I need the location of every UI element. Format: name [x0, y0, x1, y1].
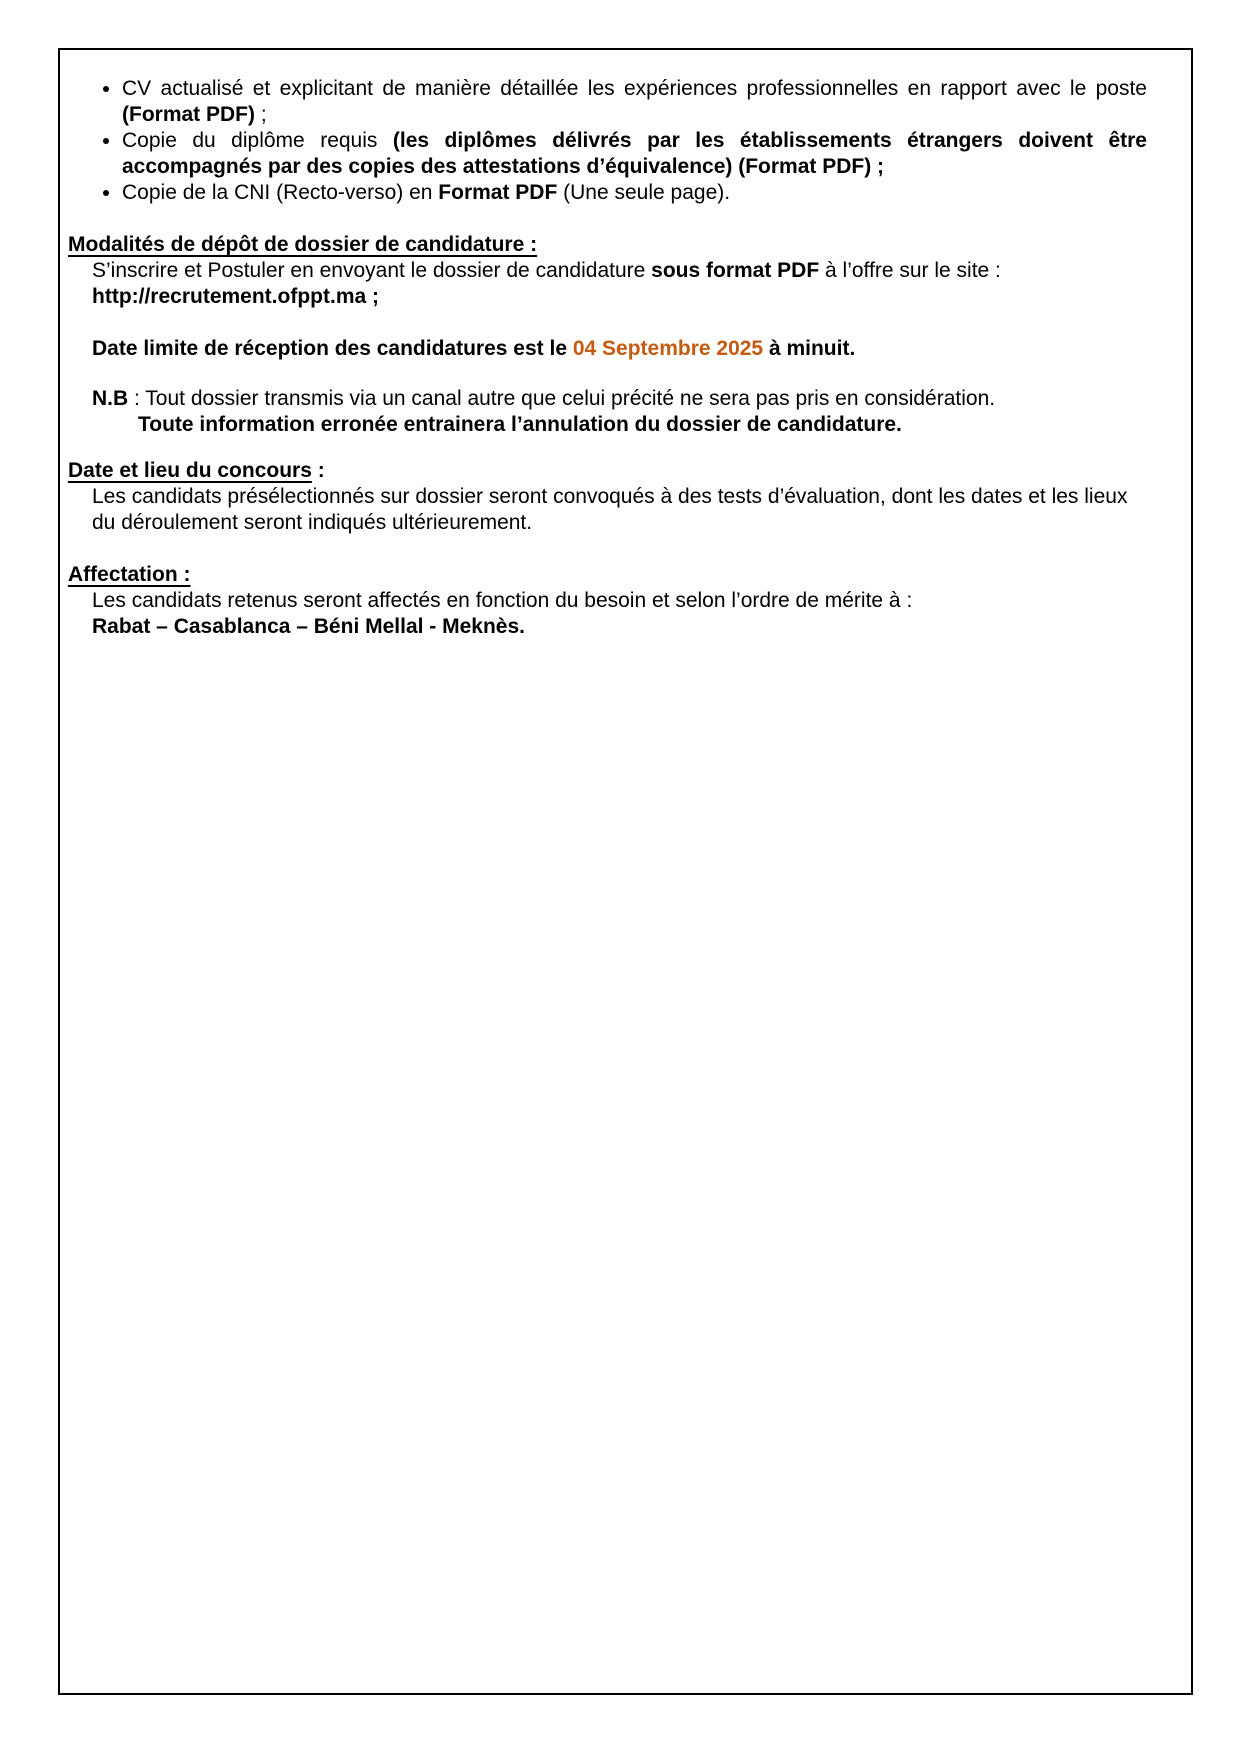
nota-bene-text: : Tout dossier transmis via un canal autre que celui précité ne sera pas pris en considération. — [128, 387, 996, 410]
paragraph-inscription — [92, 258, 1147, 310]
heading-text: Date et lieu du concours — [68, 459, 312, 482]
nota-bene-line — [92, 386, 1147, 412]
heading-text: Affectation : — [68, 563, 191, 586]
heading-text: Modalités de dépôt de dossier de candidature : — [68, 233, 538, 256]
section-heading-modalites — [68, 232, 1147, 258]
paragraph-deadline — [92, 336, 1147, 362]
section-heading-concours — [68, 458, 1147, 484]
item-text: Copie du diplôme requis — [122, 129, 393, 152]
paragraph-text: à l’offre sur le site : — [819, 259, 1001, 282]
deadline-date: 04 Septembre 2025 — [572, 337, 764, 360]
paragraph-text: S’inscrire et Postuler en envoyant le dossier de candidature — [92, 259, 652, 282]
document-border-frame — [58, 48, 1193, 1695]
item-bold-text: (les diplômes délivrés par les établissements étrangers doivent être accompagnés par des copies des attestations d’équivalence) (Format PDF) ; — [122, 129, 1147, 178]
section-heading-affectation — [68, 562, 1147, 588]
item-bold-text: (Format PDF) — [122, 103, 255, 126]
heading-suffix: : — [311, 459, 325, 482]
list-item-diplome — [122, 128, 1147, 180]
list-item-cv — [122, 76, 1147, 128]
affectation-text: Les candidats retenus seront affectés en fonction du besoin et selon l’ordre de mérite à : — [92, 589, 913, 612]
nota-bene-warning: Toute information erronée entrainera l’annulation du dossier de candidature. — [138, 413, 902, 436]
required-documents-list — [68, 76, 1147, 206]
paragraph-concours: Les candidats présélectionnés sur dossier seront convoqués à des tests d’évaluation, dont les dates et les lieux du déroulement seront indiqués ultérieurement. — [92, 485, 1128, 534]
paragraph-nota-bene — [92, 386, 1147, 438]
deadline-text: Date limite de réception des candidatures est le — [92, 337, 573, 360]
nota-bene-label: N.B — [92, 387, 129, 410]
paragraph-bold-text: sous format PDF — [651, 259, 820, 282]
deadline-text: à minuit. — [763, 337, 856, 360]
item-text: ; — [255, 103, 267, 126]
inscription-line — [92, 258, 1147, 284]
list-item-cni — [122, 180, 1147, 206]
paragraph-affectation — [92, 588, 1147, 640]
item-text: CV actualisé et explicitant de manière détaillée les expériences professionnelles en rapport avec le poste — [122, 77, 1147, 100]
affectation-cities: Rabat – Casablanca – Béni Mellal - Meknès. — [92, 615, 526, 638]
item-text: (Une seule page). — [557, 181, 731, 204]
application-url: http://recrutement.ofppt.ma ; — [92, 285, 379, 308]
item-text: Copie de la CNI (Recto-verso) en — [122, 181, 439, 204]
item-bold-text: Format PDF — [438, 181, 558, 204]
